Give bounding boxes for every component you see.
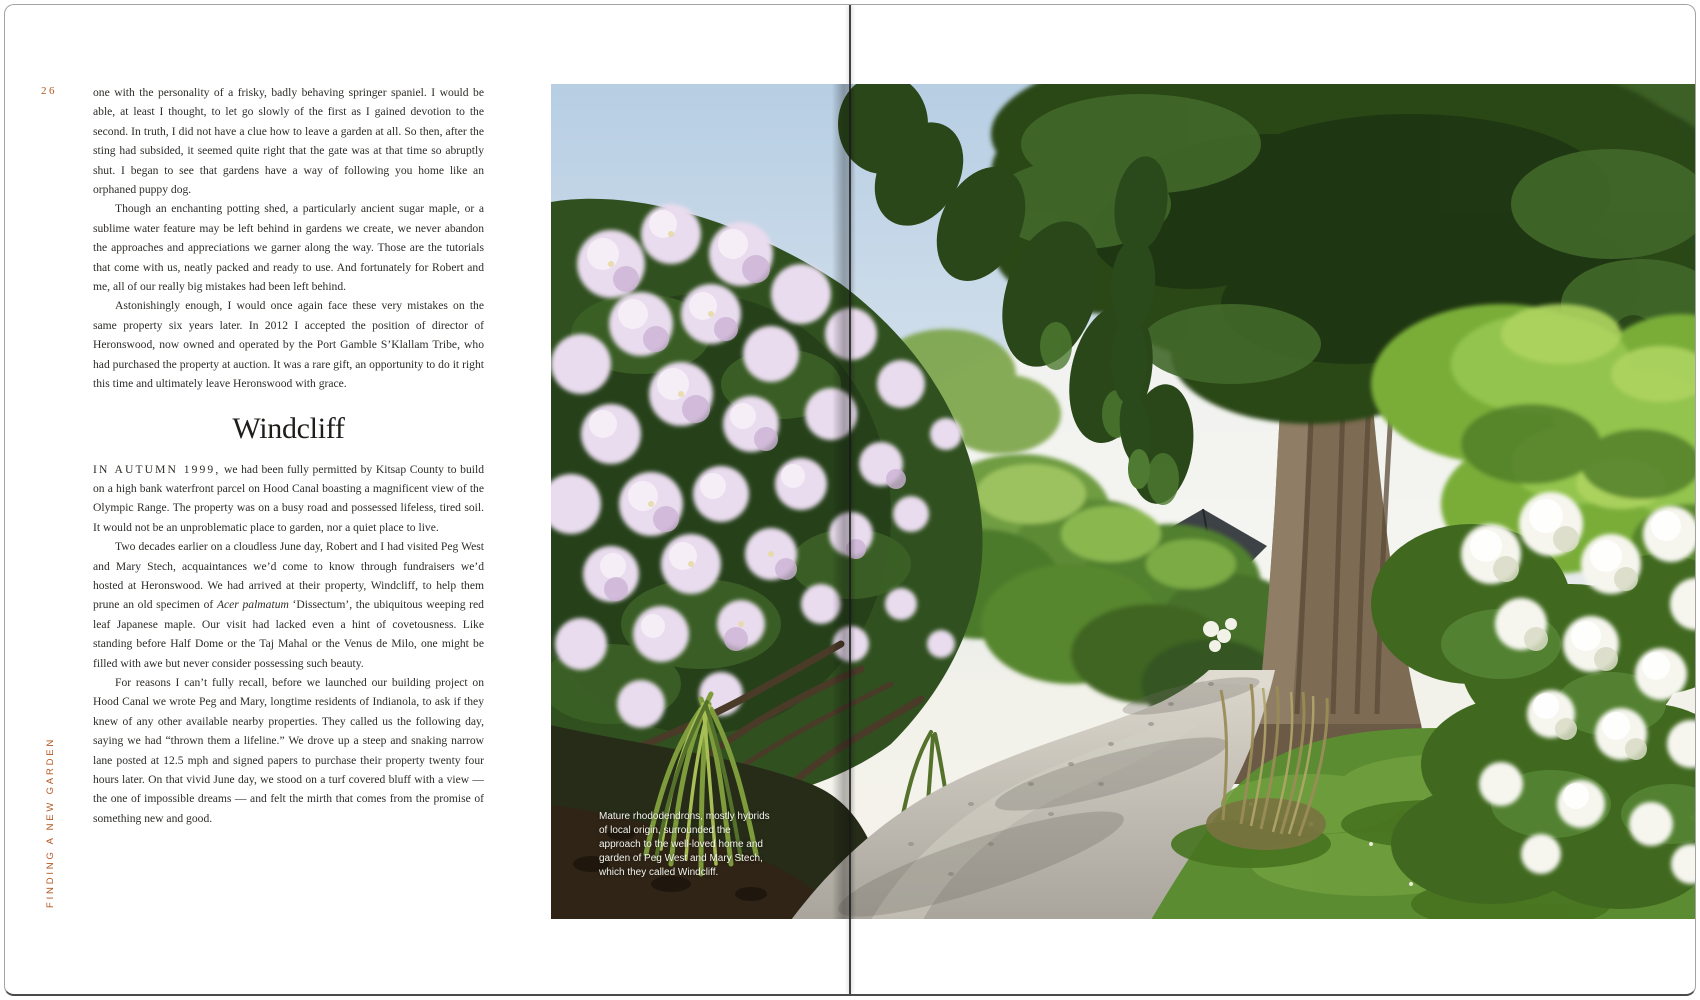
- paragraph-section-1: IN AUTUMN 1999, we had been fully permitted by Kitsap County to build on a high bank waterfront parcel on Hood Canal boasting a magnificent view of the Olympic Range. The property was on a busy road and possessed lifeless, tired soil. It would not be an unproblematic place to garden, nor a quiet place to live.: [93, 462, 485, 534]
- paragraph-intro-1: one with the personality of a frisky, badly behaving springer spaniel. I would be able, at least I thought, to let go slowly of the first as I gained devotion to the second. In truth, I did not have a clue how to leave a garden at all. So then, after the sting had subsided, it seemed quite right that the gate was at that time so abruptly shut. I began to see that gardens have a way of following you home like an orphaned puppy dog.: [93, 86, 484, 197]
- paragraph-intro-2: Though an enchanting potting shed, a particularly ancient sugar maple, or a sublime water feature may be left behind in gardens we create, we never abandon the approaches and appreciations we garner along the way. Those are the tutorials that come with us, neatly packed and ready to use. And fortunately for Robert and me, all of our really big mistakes had been left behind.: [93, 202, 484, 294]
- paragraph-intro-3: Astonishingly enough, I would once again face these very mistakes on the same property six years later. In 2012 I accepted the position of director of Heronswood, now owned and operated by the Port Gamble S’Klallam Tribe, who had purchased the property at auction. It was a rare gift, an opportunity to do it right this time and ultimately leave Heronswood with grace.: [93, 299, 484, 391]
- paragraph-section-3: For reasons I can’t fully recall, before we launched our building project on Hood Canal we wrote Peg and Mary, longtime residents of Indianola, to ask if they knew of any other available nearby properties. They called us the following day, saying we had “thrown them a lifeline.” We drove up a steep and snaking narrow lane posted at 12.5 mph and signed papers to purchase their property twenty four hours later. On that vivid June day, we stood on a turf covered bluff with a view — the one of impossible dreams — and felt the mirth that comes from the promise of something new and good.: [93, 675, 484, 825]
- section-heading: Windcliff: [232, 411, 345, 445]
- garden-photo-illustration: [551, 84, 1696, 919]
- book-spread: [4, 4, 1696, 996]
- page-number: 26: [41, 85, 57, 97]
- gutter-shadow: [832, 84, 856, 919]
- garden-photo: [551, 84, 1696, 919]
- body-text-column: [93, 83, 484, 828]
- running-footer-vertical: FINDING A NEW GARDEN: [45, 736, 56, 908]
- photo-caption: Mature rhododendrons, mostly hybrids of local origin, surrounded the approach to the well-loved home and garden of Peg West and Mary Stech, which they called Windcliff.: [599, 811, 770, 878]
- paragraph-section-2: Two decades earlier on a cloudless June day, Robert and I had visited Peg West and Mary Stech, acquaintances we’d come to know through fundraisers we’d hosted at Heronswood. We had arrived at their property, Windcliff, to help them prune an old specimen of Acer palmatum ‘Dissectum’, the ubiquitous weeping red leaf Japanese maple. Our visit had lacked even a hint of covetousness. Like standing before Half Dome or the Taj Mahal or the Venus de Milo, one might be filled with awe but never consider possessing such beauty.: [93, 540, 484, 670]
- page-gutter: [849, 5, 851, 994]
